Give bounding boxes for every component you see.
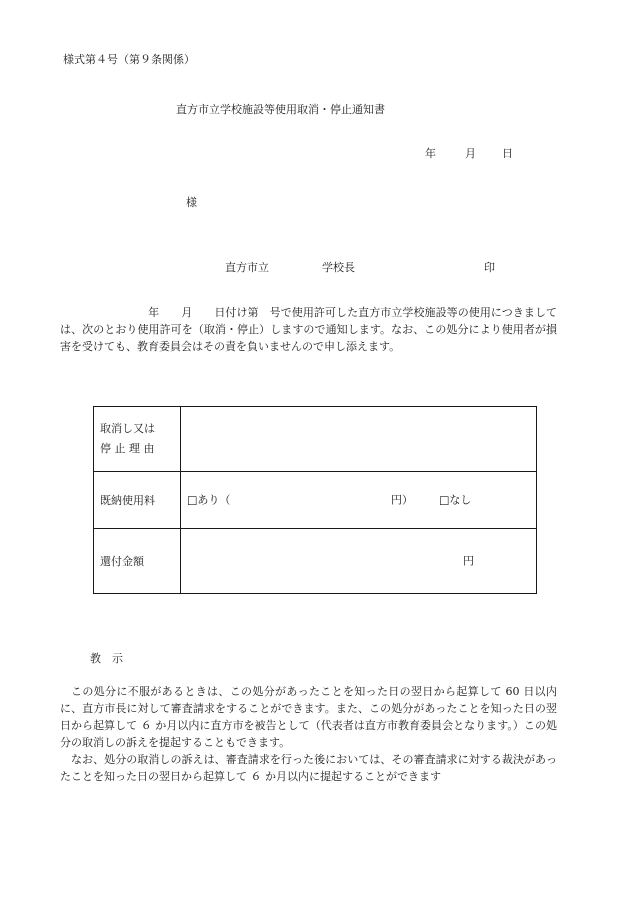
- notice-paragraph-1: この処分に不服があるときは、この処分があったことを知った日の翌日から起算して 60 日以内に、直方市長に対して審査請求をすることができます。また、この処分があったことを知った日の翌日から起算して ６ か月以内に直方市を被告として（代表者は直方市教育委員会となります。）この処分の取消しの訴えを提起することもできます。: [60, 685, 557, 749]
- fee-yen-unit: 円）: [391, 493, 413, 507]
- fee-no-option: □なし: [439, 493, 472, 507]
- seal-mark: 印: [484, 261, 495, 274]
- refund-label: 還付金額: [94, 529, 181, 594]
- addressee-suffix: 様: [186, 196, 197, 209]
- notice-paragraph-2: なお、処分の取消しの訴えは、審査請求を行った後においては、その審査請求に対する裁決があったことを知った日の翌日から起算して ６ か月以内に提起することができます: [60, 753, 557, 783]
- reason-value: [181, 407, 537, 472]
- cancellation-details-table: [93, 406, 537, 594]
- table-row: [94, 407, 537, 472]
- fee-yes-option: □あり（: [187, 493, 231, 507]
- date-month: 月: [465, 147, 476, 160]
- fee-value: [181, 472, 537, 529]
- date-day: 日: [502, 147, 513, 160]
- intro-text: 日付け第 号で使用許可した直方市立学校施設等の使用につきましては、次のとおり使用許可を（取消・停止）しますので通知します。なお、この処分により使用者が損害を受けても、教育委員会はその責を負いませんので申し添えます。: [60, 306, 558, 353]
- sender-principal: 学校長: [322, 261, 355, 274]
- date-year: 年: [425, 147, 436, 160]
- intro-year: 年: [148, 306, 160, 319]
- refund-value: [181, 529, 537, 594]
- reason-label-line2: 停 止 理 由: [100, 442, 155, 455]
- intro-month: 月: [181, 306, 193, 319]
- reason-label-line1: 取消し又は: [100, 422, 155, 435]
- form-header: 様式第４号（第９条関係）: [63, 53, 195, 66]
- sender-city-school: 直方市立: [225, 261, 269, 274]
- fee-label: 既納使用料: [94, 472, 181, 529]
- table-row: [94, 529, 537, 594]
- refund-yen-unit: 円: [463, 554, 474, 568]
- reason-label: [94, 407, 181, 472]
- notice-body: [60, 683, 557, 785]
- notice-heading: 教 示: [90, 652, 123, 665]
- table-row: [94, 472, 537, 529]
- document-title: 直方市立学校施設等使用取消・停止通知書: [176, 103, 385, 116]
- intro-paragraph: [60, 304, 557, 355]
